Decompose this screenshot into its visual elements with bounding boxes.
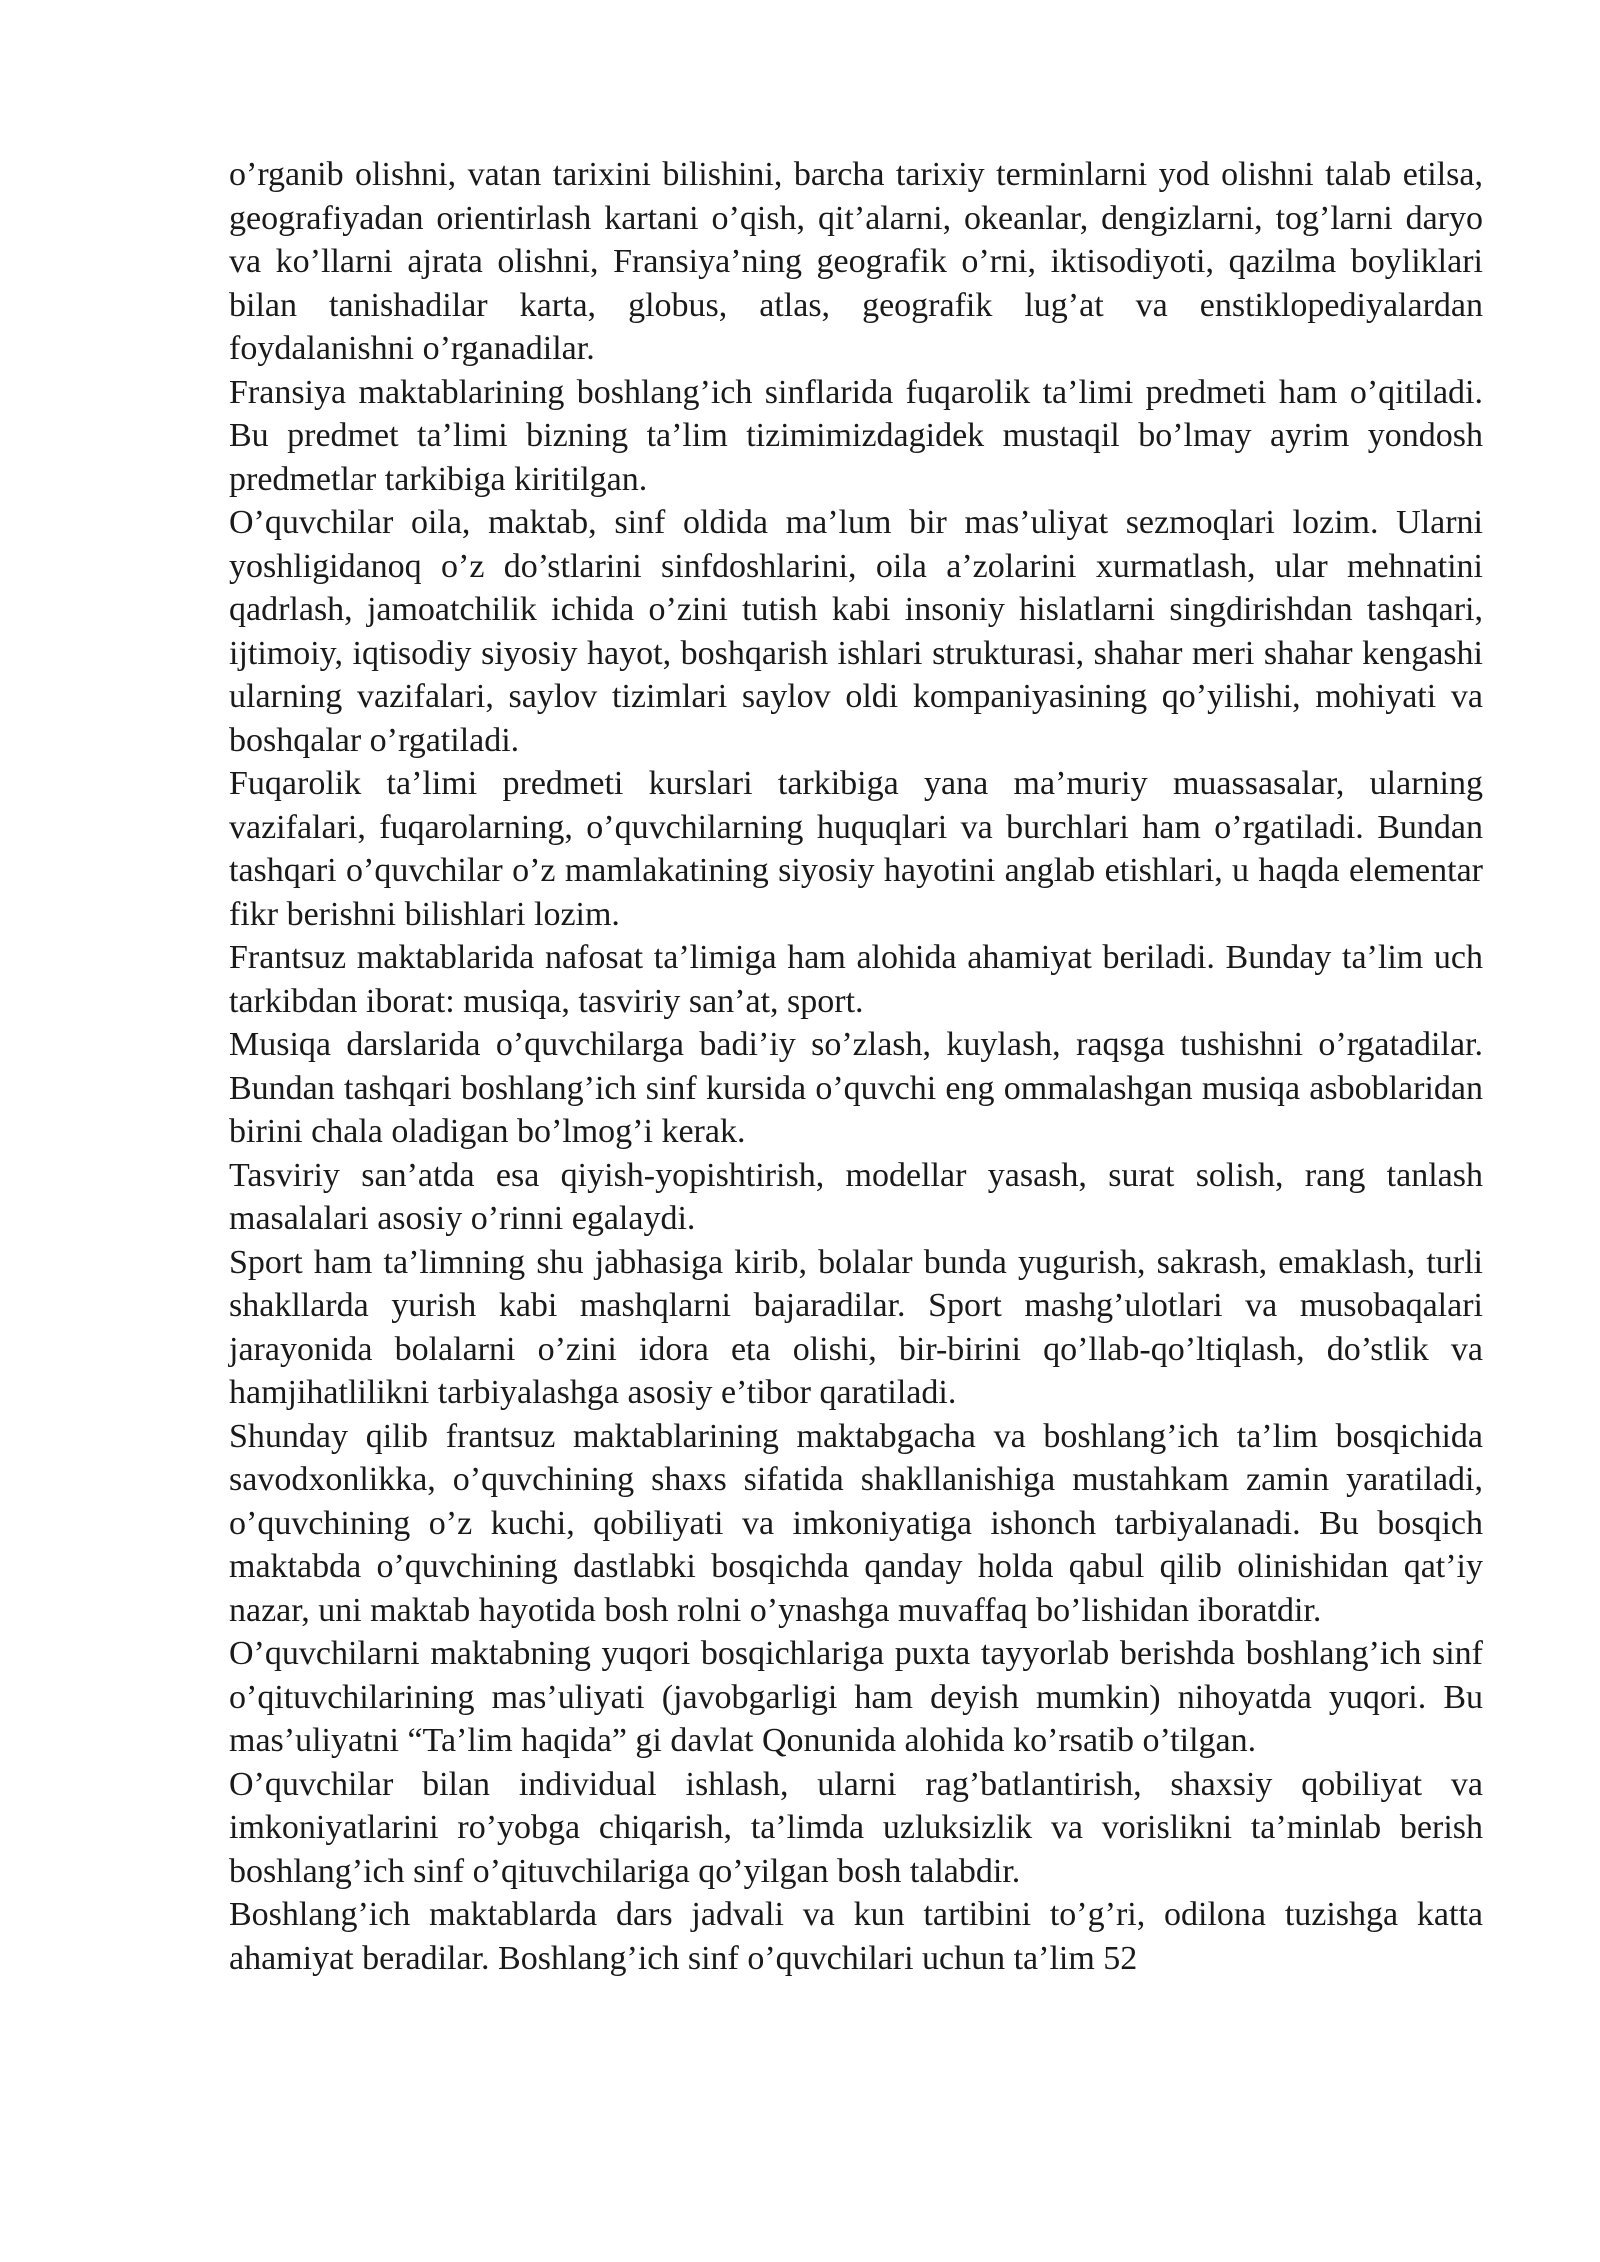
paragraph: O’quvchilar bilan individual ishlash, ularni rag’batlantirish, shaxsiy qobiliyat va imkoniyatlarini ro’yobga chiqarish, ta’limda uzluksizlik va vorislikni ta’minlab berish boshlang’ich sinf o’qituvchilariga qo’yilgan bosh talabdir.: [229, 1765, 1483, 1890]
paragraph: Fransiya maktablarining boshlang’ich sinflarida fuqarolik ta’limi predmeti ham o’qitiladi. Bu predmet ta’limi bizning ta’lim tizimimizdagidek mustaqil bo’lmay ayrim yondosh predmetlar tarkibiga kiritilgan.: [229, 373, 1483, 498]
paragraph: O’quvchilarni maktabning yuqori bosqichlariga puxta tayyorlab berishda boshlang’ich sinf o’qituvchilarining mas’uliyati (javobgarligi ham deyish mumkin) nihoyatda yuqori. Bu mas’uliyatni “Ta’lim haqida” gi davlat Qonunida alohida ko’rsatib o’tilgan.: [229, 1635, 1483, 1759]
document-body: [229, 153, 1483, 1980]
paragraph: Musiqa darslarida o’quvchilarga badi’iy so’zlash, kuylash, raqsga tushishni o’rgatadilar. Bundan tashqari boshlang’ich sinf kursida o’quvchi eng ommalashgan musiqa asboblaridan birini chala oladigan bo’lmog’i kerak.: [229, 1026, 1483, 1150]
paragraph: Fuqarolik ta’limi predmeti kurslari tarkibiga yana ma’muriy muassasalar, ularning vazifalari, fuqarolarning, o’quvchilarning huquqlari va burchlari ham o’rgatiladi. Bundan tashqari o’quvchilar o’z mamlakatining siyosiy hayotini anglab etishlari, u haqda elementar fikr berishni bilishlari lozim.: [229, 765, 1483, 933]
paragraph: Sport ham ta’limning shu jabhasiga kirib, bolalar bunda yugurish, sakrash, emaklash, turli shakllarda yurish kabi mashqlarni bajaradilar. Sport mashg’ulotlari va musobaqalari jarayonida bolalarni o’zini idora eta olishi, bir-birini qo’llab-qo’ltiqlash, do’stlik va hamjihatlilikni tarbiyalashga asosiy e’tibor qaratiladi.: [229, 1243, 1483, 1411]
paragraph: Frantsuz maktablarida nafosat ta’limiga ham alohida ahamiyat beriladi. Bunday ta’lim uch tarkibdan iborat: musiqa, tasviriy san’at, sport.: [229, 939, 1483, 1020]
paragraph: O’quvchilar oila, maktab, sinf oldida ma’lum bir mas’uliyat sezmoqlari lozim. Ularni yoshligidanoq o’z do’stlarini sinfdoshlarini, oila a’zolarini xurmatlash, ular mehnatini qadrlash, jamoatchilik ichida o’zini tutish kabi insoniy hislatlarni singdirishdan tashqari, ijtimoiy, iqtisodiy siyosiy hayot, boshqarish ishlari strukturasi, shahar meri shahar kengashi ularning vazifalari, saylov tizimlari saylov oldi kompaniyasining qo’yilishi, mohiyati va boshqalar o’rgatiladi.: [229, 504, 1483, 759]
paragraph: Shunday qilib frantsuz maktablarining maktabgacha va boshlang’ich ta’lim bosqichida savodxonlikka, o’quvchining shaxs sifatida shakllanishiga mustahkam zamin yaratiladi, o’quvchining o’z kuchi, qobiliyati va imkoniyatiga ishonch tarbiyalanadi. Bu bosqich maktabda o’quvchining dastlabki bosqichda qanday holda qabul qilib olinishidan qat’iy nazar, uni maktab hayotida bosh rolni o’ynashga muvaffaq bo’lishidan iboratdir.: [229, 1417, 1483, 1629]
paragraph: o’rganib olishni, vatan tarixini bilishini, barcha tarixiy terminlarni yod olishni talab etilsa, geografiyadan orientirlash kartani o’qish, qit’alarni, okeanlar, dengizlarni, tog’larni daryo va ko’llarni ajrata olishni, Fransiya’ning geografik o’rni, iktisodiyoti, qazilma boyliklari bilan tanishadilar karta, globus, atlas, geografik lug’at va enstiklopediyalardan foydalanishni o’rganadilar.: [229, 156, 1483, 367]
paragraph: Tasviriy san’atda esa qiyish-yopishtirish, modellar yasash, surat solish, rang tanlash masalalari asosiy o’rinni egalaydi.: [229, 1156, 1483, 1237]
paragraph: Boshlang’ich maktablarda dars jadvali va kun tartibini to’g’ri, odilona tuzishga katta ahamiyat beradilar. Boshlang’ich sinf o’quvchilari uchun ta’lim 52: [229, 1896, 1483, 1977]
